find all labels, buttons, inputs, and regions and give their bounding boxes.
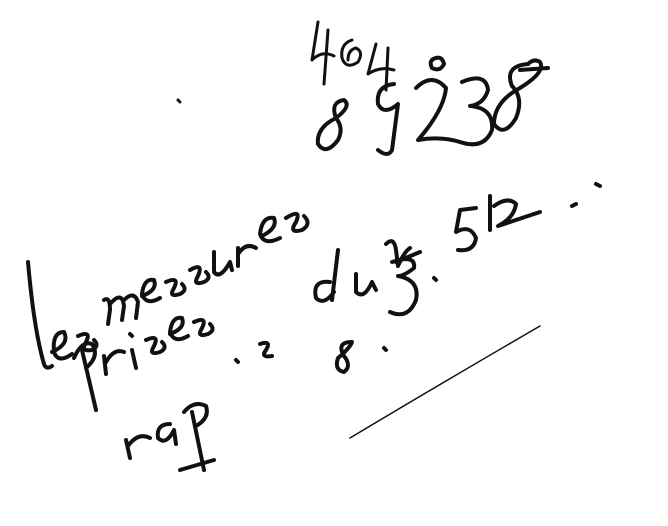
handwritten-underline: [350, 326, 540, 438]
handwritten-word-du: [315, 241, 410, 301]
handwritten-date: [337, 184, 600, 372]
handwritten-reference-number: [318, 58, 548, 154]
handwritten-line-rap: [126, 343, 272, 470]
handwritten-small-number: [312, 22, 394, 90]
ink-dot: [178, 100, 180, 102]
handwritten-line-prises: [74, 318, 213, 410]
